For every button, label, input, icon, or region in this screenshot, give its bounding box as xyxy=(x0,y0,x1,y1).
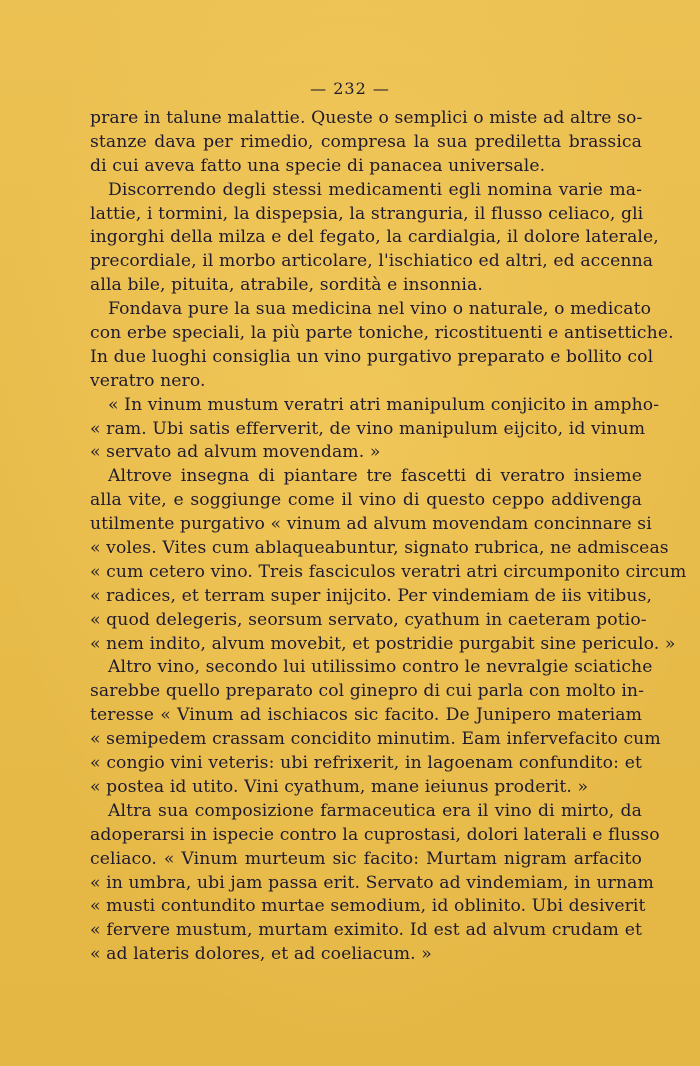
text-line: utilmente purgativo « vinum ad alvum movendam concinnare si xyxy=(90,514,652,535)
text-line: « semipedem crassam concidito minutim. Eam infervefacito cum xyxy=(90,729,661,750)
text-line: teresse « Vinum ad ischiacos sic facito. De Junipero materiam xyxy=(90,705,642,726)
text-line: Altra sua composizione farmaceutica era il vino di mirto, da xyxy=(108,800,642,821)
text-line: « nem indito, alvum movebit, et postridie purgabit sine periculo. » xyxy=(90,633,676,654)
text-line: precordiale, il morbo articolare, l'ischiatico ed altri, ed accenna xyxy=(90,251,654,272)
text-line: ingorghi della milza e del fegato, la cardialgia, il dolore laterale, xyxy=(90,227,659,248)
text-line: di cui aveva fatto una specie di panacea universale. xyxy=(90,155,546,176)
text-line: « servato ad alvum movendam. » xyxy=(90,442,381,463)
text-line: Altrove insegna di piantare tre fascetti di veratro insieme xyxy=(108,466,642,487)
text-line: « ad lateris dolores, et ad coeliacum. » xyxy=(90,944,432,965)
text-line: sarebbe quello preparato col ginepro di cui parla con molto in- xyxy=(90,681,644,702)
text-line: con erbe speciali, la più parte toniche, ricostituenti e antisettiche. xyxy=(90,323,674,344)
text-line: « musti contundito murtae semodium, id oblinito. Ubi desiverit xyxy=(90,896,646,917)
text-line: « in umbra, ubi jam passa erit. Servato ad vindemiam, in urnam xyxy=(90,872,654,893)
text-line: « cum cetero vino. Treis fasciculos veratri atri circumponito circum xyxy=(90,561,687,582)
text-line: lattie, i tormini, la dispepsia, la stranguria, il flusso celiaco, gli xyxy=(90,203,644,224)
text-line: « voles. Vites cum ablaqueabuntur, signato rubrica, ne admisceas xyxy=(90,538,669,559)
text-line: veratro nero. xyxy=(90,370,206,391)
text-line: « In vinum mustum veratri atri manipulum conjicito in ampho- xyxy=(108,394,660,415)
text-line: « postea id utito. Vini cyathum, mane ieiunus proderit. » xyxy=(90,776,589,797)
text-line: Discorrendo degli stessi medicamenti egli nomina varie ma- xyxy=(108,179,642,200)
text-line: celiaco. « Vinum murteum sic facito: Murtam nigram arfacito xyxy=(90,848,642,869)
text-line: Fondava pure la sua medicina nel vino o naturale, o medicato xyxy=(108,299,652,320)
text-line: alla vite, e soggiunge come il vino di questo ceppo addivenga xyxy=(90,490,642,511)
text-line: adoperarsi in ispecie contro la cuprostasi, dolori laterali e flusso xyxy=(90,824,660,845)
text-line: « congio vini veteris: ubi refrixerit, in lagoenam confundito: et xyxy=(90,753,642,774)
text-line: In due luoghi consiglia un vino purgativo preparato e bollito col xyxy=(90,346,654,367)
text-line: « fervere mustum, murtam eximito. Id est ad alvum crudam et xyxy=(90,920,642,941)
text-line: « ram. Ubi satis efferverit, de vino manipulum eijcito, id vinum xyxy=(90,418,646,439)
text-line: « radices, et terram super inijcito. Per vindemiam de iis vitibus, xyxy=(90,585,653,606)
text-line: stanze dava per rimedio, compresa la sua prediletta brassica xyxy=(90,131,642,152)
text-line: « quod delegeris, seorsum servato, cyathum in caeteram potio- xyxy=(90,609,647,630)
text-line: prare in talune malattie. Queste o semplici o miste ad altre so- xyxy=(90,108,643,128)
text-line: Altro vino, secondo lui utilissimo contro le nevralgie sciatiche xyxy=(108,657,653,678)
page-number: — 232 — xyxy=(310,79,390,98)
page-body xyxy=(90,107,687,967)
text-line: alla bile, pituita, atrabile, sordità e insonnia. xyxy=(90,275,483,296)
